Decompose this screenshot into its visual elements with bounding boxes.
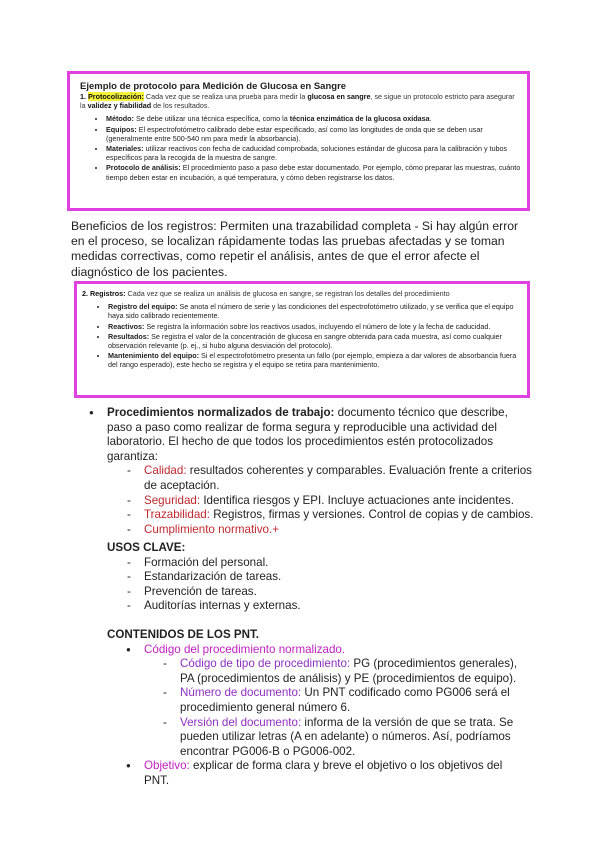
intro-text-c: de los resultados. [153, 101, 210, 111]
list-item: - Auditorías internas y externas. [144, 599, 527, 614]
list-item: - Seguridad: Identifica riesgos y EPI. Incluye actuaciones ante incidentes. [144, 494, 534, 509]
box2-title-label: 2. Registros: [82, 289, 126, 298]
pnt-text: documento técnico que describe, paso a paso como realizar de forma segura y reproducible una actividad del laboratorio. El hecho de que todos los procedimientos estén protocolizados garantiza: [107, 406, 508, 463]
list-item: - Trazabilidad: Registros, firmas y versiones. Control de copias y de cambios. [144, 508, 534, 523]
codigo-label: Código del procedimiento normalizado. [144, 642, 346, 656]
benefits-paragraph: Beneficios de los registros: Permiten una trazabilidad completa - Si hay algún error en el proceso, se localizan rápidamente todas las pruebas afectadas y se toman medidas correctivas, como repetir el análisis, antes de que el error afecte el diagnóstico de los pacientes. [71, 219, 519, 279]
box1-intro [80, 92, 521, 110]
list-item: • Protocolo de análisis: El procedimiento paso a paso debe estar documentado. Por ejemplo, cómo preparar las muestras, cuánto tiempo deben estar en incubación, a qué temperatura, y cómo deben registrarse los datos. [106, 163, 521, 181]
contenidos-section [107, 628, 527, 789]
codigo-item [144, 643, 527, 658]
pnt-section [84, 406, 534, 537]
box1-title: Ejemplo de protocolo para Medición de Glucosa en Sangre [80, 81, 347, 92]
box2-title-text: Cada vez que se realiza un análisis de glucosa en sangre, se registran los detalles del procedimiento [127, 289, 450, 298]
list-item: • Resultados: Se registra el valor de la concentración de glucosa en sangre obtenida para cada muestra, así como cualquier observación relevante (p. ej., si hubo alguna desviación del protocolo). [108, 332, 521, 350]
list-item: - Versión del documento: informa de la versión de que se trata. Se pueden utilizar letras (A en adelante) o números. Así, podríamos encontrar PG006-B o PG006-002. [180, 716, 527, 760]
objetivo-text: explicar de forma clara y breve el objetivo o los objetivos del PNT. [144, 759, 503, 787]
list-item: • Reactivos: Se registra la información sobre los reactivos usados, incluyendo el número de lote y la fecha de caducidad. [108, 322, 521, 331]
box1-list [80, 114, 521, 181]
pnt-label: Procedimientos normalizados de trabajo: [107, 406, 335, 419]
list-item: • Método: Se debe utilizar una técnica específica, como la técnica enzimática de la glucosa oxidasa. [106, 114, 521, 123]
list-item: - Código de tipo de procedimiento: PG (procedimientos generales), PA (procedimientos de análisis) y PE (procedimientos de equipo). [180, 657, 527, 686]
list-item: • Materiales: utilizar reactivos con fecha de caducidad comprobada, soluciones estándar de glucosa para la calibración y tubos específicos para la recogida de la muestra de sangre. [106, 144, 521, 162]
list-item: - Número de documento: Un PNT codificado como PG006 será el procedimiento general número 6. [180, 686, 527, 715]
list-item: • Mantenimiento del equipo: Si el espectrofotómetro presenta un fallo (por ejemplo, empieza a dar valores de absorbancia fuera del rango esperado), este hecho se registra y el equipo se retira para mantenimiento. [108, 351, 521, 369]
list-item: - Formación del personal. [144, 556, 527, 571]
codigo-sublist [107, 657, 527, 759]
list-item: - Cumplimiento normativo.+ [144, 523, 534, 538]
box2-list [82, 302, 521, 369]
pnt-list [84, 406, 534, 464]
list-item: • Equipos: El espectrofotómetro calibrado debe estar especificado, así como las longitudes de onda que se deben usar (generalmente entre 500-540 nm para medir la absorbancia). [106, 125, 521, 143]
usos-heading: USOS CLAVE: [107, 541, 186, 554]
list-item: - Estandarización de tareas. [144, 570, 527, 585]
usos-section [107, 541, 527, 614]
list-item: - Calidad: resultados coherentes y comparables. Evaluación frente a criterios de aceptación. [144, 464, 534, 493]
list-item: • Registro del equipo: Se anota el número de serie y las condiciones del espectrofotómetro utilizado, y se verifica que el equipo haya sido calibrado recientemente. [108, 302, 521, 320]
intro-label: Protocolización: [88, 92, 144, 101]
box2-title [82, 289, 521, 298]
usos-list [107, 556, 527, 614]
intro-text-b: , se sigue un protocolo estricto para asegurar la [80, 92, 515, 111]
objetivo-item [144, 759, 527, 788]
intro-bold-b: validez y fiabilidad [87, 101, 152, 111]
intro-bold-a: glucosa en sangre [307, 92, 371, 101]
objetivo-label: Objetivo: [144, 759, 190, 773]
pnt-definition [107, 406, 534, 464]
list-item: - Prevención de tareas. [144, 585, 527, 600]
pnt-guarantees-list [84, 464, 534, 537]
contenidos-heading: CONTENIDOS DE LOS PNT. [107, 628, 260, 641]
intro-text-a: Cada vez que se realiza una prueba para medir la [145, 92, 306, 101]
intro-number: 1. [80, 92, 86, 101]
protocol-example-box [67, 71, 530, 211]
registros-box [74, 281, 530, 398]
